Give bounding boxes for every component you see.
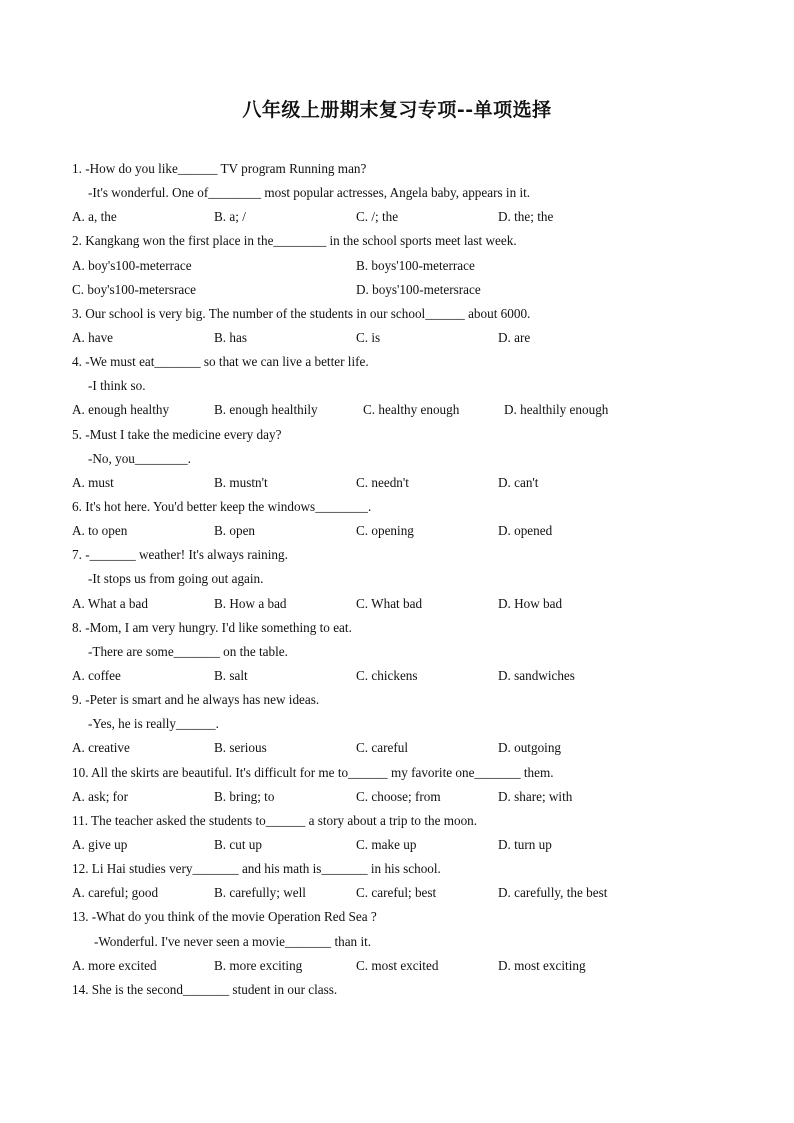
question-stem: 13. -What do you think of the movie Operation Red Sea ?: [72, 909, 377, 925]
option-b: B. more exciting: [214, 957, 303, 973]
question-response: -It stops us from going out again.: [88, 571, 264, 587]
option-d: D. sandwiches: [498, 667, 575, 683]
question-options: [72, 471, 732, 495]
option-c: C. careful: [356, 740, 408, 756]
question-options: [72, 519, 732, 543]
option-c: C. careful; best: [356, 885, 437, 901]
option-a: A. must: [72, 474, 114, 490]
question-options: [72, 254, 732, 278]
question-list: [72, 157, 732, 1002]
question-stem: 14. She is the second_______ student in our class.: [72, 981, 338, 997]
page-title: 八年级上册期末复习专项--单项选择: [242, 99, 552, 121]
option-b: B. a; /: [214, 209, 246, 225]
option-a: A. give up: [72, 836, 128, 852]
option-c: C. boy's100-metersrace: [72, 281, 196, 297]
option-c: C. needn't: [356, 474, 409, 490]
option-d: D. How bad: [498, 595, 563, 611]
question-response: -No, you________.: [88, 450, 191, 466]
option-a: A. creative: [72, 740, 130, 756]
option-a: A. more excited: [72, 957, 157, 973]
question-response: -Yes, he is really______.: [88, 716, 219, 732]
question-options: [72, 398, 732, 422]
question-stem: 2. Kangkang won the first place in the________ in the school sports meet last week.: [72, 233, 517, 249]
option-c: C. What bad: [356, 595, 423, 611]
question-options: [72, 278, 732, 302]
option-a: A. to open: [72, 523, 128, 539]
option-a: A. boy's100-meterrace: [72, 257, 192, 273]
option-c: C. chickens: [356, 667, 418, 683]
option-d: D. opened: [498, 523, 553, 539]
option-b: B. bring; to: [214, 788, 275, 804]
option-b: B. boys'100-meterrace: [356, 257, 475, 273]
option-d: D. carefully, the best: [498, 885, 608, 901]
option-b: B. has: [214, 329, 247, 345]
option-b: B. How a bad: [214, 595, 287, 611]
question-options: [72, 326, 732, 350]
question-options: [72, 664, 732, 688]
option-b: B. mustn't: [214, 474, 268, 490]
option-c: C. make up: [356, 836, 417, 852]
option-a: A. ask; for: [72, 788, 129, 804]
question-stem: 3. Our school is very big. The number of the students in our school______ about 6000.: [72, 305, 531, 321]
question-stem: 12. Li Hai studies very_______ and his math is_______ in his school.: [72, 861, 441, 877]
question-stem: 9. -Peter is smart and he always has new ideas.: [72, 692, 320, 708]
option-d: D. are: [498, 329, 531, 345]
question-options: [72, 881, 732, 905]
option-c: C. is: [356, 329, 381, 345]
question-stem: 7. -_______ weather! It's always raining.: [72, 547, 288, 563]
question-stem: 1. -How do you like______ TV program Running man?: [72, 161, 367, 176]
option-b: B. cut up: [214, 836, 262, 852]
question-stem: 11. The teacher asked the students to______ a story about a trip to the moon.: [72, 812, 478, 828]
option-a: A. What a bad: [72, 595, 148, 611]
question-response: -There are some_______ on the table.: [88, 643, 288, 659]
option-d: D. share; with: [498, 788, 573, 804]
option-d: D. turn up: [498, 836, 552, 852]
question-stem: 10. All the skirts are beautiful. It's difficult for me to______ my favorite one_______ them.: [72, 764, 554, 780]
option-a: A. careful; good: [72, 885, 159, 901]
option-a: A. a, the: [72, 209, 117, 225]
option-c: C. /; the: [356, 209, 399, 225]
option-b: B. carefully; well: [214, 885, 306, 901]
question-response: -It's wonderful. One of________ most popular actresses, Angela baby, appears in it.: [88, 185, 531, 201]
question-options: [72, 205, 732, 229]
option-a: A. have: [72, 329, 114, 345]
option-b: B. enough healthily: [214, 402, 318, 418]
option-a: A. coffee: [72, 667, 121, 683]
option-b: B. serious: [214, 740, 267, 756]
question-stem: 8. -Mom, I am very hungry. I'd like something to eat.: [72, 619, 352, 635]
question-response: -Wonderful. I've never seen a movie_______ than it.: [94, 933, 372, 949]
question-options: [72, 592, 732, 616]
question-options: [72, 833, 732, 857]
option-b: B. open: [214, 523, 256, 539]
option-c: C. opening: [356, 523, 414, 539]
option-d: D. can't: [498, 474, 539, 490]
option-c: C. healthy enough: [363, 402, 460, 418]
question-stem: 4. -We must eat_______ so that we can live a better life.: [72, 354, 369, 370]
question-stem: 6. It's hot here. You'd better keep the windows________.: [72, 498, 372, 514]
option-d: D. outgoing: [498, 740, 562, 756]
option-c: C. choose; from: [356, 788, 441, 804]
option-b: B. salt: [214, 667, 248, 683]
option-d: D. boys'100-metersrace: [356, 281, 481, 297]
question-stem: 5. -Must I take the medicine every day?: [72, 426, 282, 442]
question-options: [72, 785, 732, 809]
option-a: A. enough healthy: [72, 402, 170, 418]
option-d: D. the; the: [498, 209, 554, 225]
question-response: -I think so.: [88, 378, 146, 394]
option-d: D. most exciting: [498, 957, 586, 973]
question-options: [72, 954, 732, 978]
question-options: [72, 736, 732, 760]
option-c: C. most excited: [356, 957, 439, 973]
option-d: D. healthily enough: [504, 402, 609, 418]
